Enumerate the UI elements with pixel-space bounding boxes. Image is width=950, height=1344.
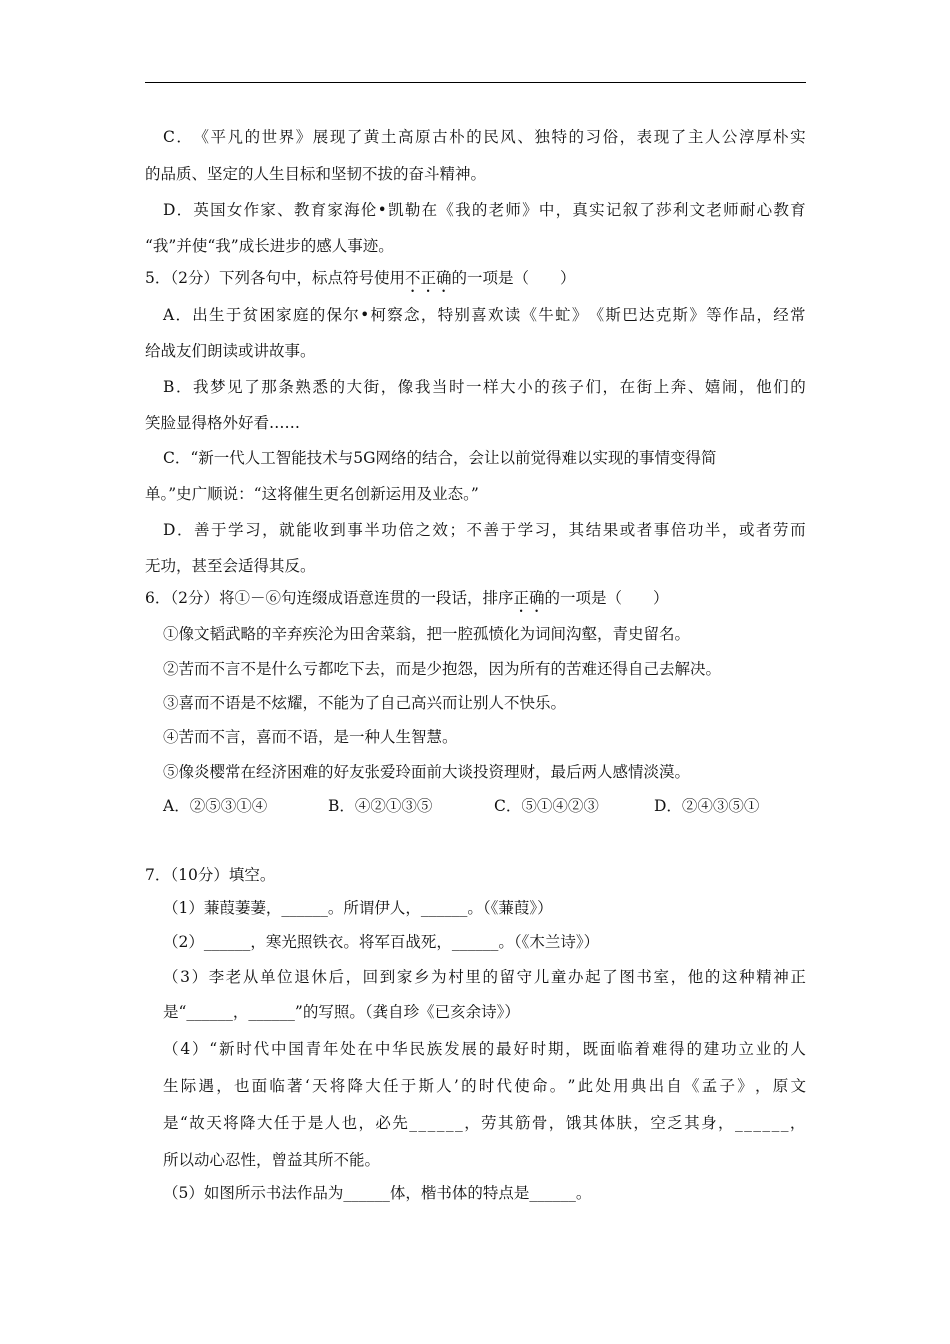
q6-stem: 6．（2分）将①－⑥句连缀成语意连贯的一段话，排序正确的一项是（ ）	[145, 589, 669, 607]
q7-item-4-line4: 所以动心忍性，曾益其所不能。	[163, 1151, 381, 1169]
q5-stem: 5．（2分）下列各句中，标点符号使用不正确的一项是（ ）	[145, 269, 576, 287]
q6-option-c: C．⑤①④②③	[494, 797, 599, 815]
q5-option-a-line1: A ． 出 生 于 贫 困 家 庭 的 保 尔 • 柯 察 念 ， 特 别 喜 欢 读 《 牛 虻 》 《 斯 巴 达 克 斯 》 等 作 品 ， 经 常	[163, 306, 806, 324]
q5-option-d-line1: D ． 善 于 学 习 ， 就 能 收 到 事 半 功 倍 之 效 ； 不 善 于 学 习 ， 其 结 果 或 者 事 倍 功 半 ， 或 者 劳 而	[163, 521, 806, 539]
q7-item-1: （1）蒹葭萋萋，______。所谓伊人，______。（《蒹葭》）	[163, 899, 553, 917]
q7-item-3-line2: 是“______，______”的写照。（龚自珍《已亥余诗》）	[163, 1003, 520, 1021]
q5-option-b-line2: 笑脸显得格外好看……	[145, 414, 301, 432]
q6-emphasis: 正确	[513, 589, 545, 607]
q7-item-4-line1: （ 4 ） “ 新 时 代 中 国 青 年 处 在 中 华 民 族 发 展 的 最 好 时 期 ， 既 面 临 着 难 得 的 建 功 立 业 的 人	[163, 1040, 806, 1058]
q7-item-5: （5）如图所示书法作品为______体，楷书体的特点是______。	[163, 1184, 592, 1202]
header-rule	[145, 82, 806, 83]
q5-option-a-line2: 给战友们朗读或讲故事。	[145, 342, 316, 360]
q6-option-b: B．④②①③⑤	[328, 797, 433, 815]
q5-emphasis: 不正确	[404, 269, 452, 287]
q4-option-d-line2: “我”并使“我”成长进步的感人事迹。	[145, 237, 394, 255]
q4-option-c-line2: 的品质、坚定的人生目标和坚韧不拔的奋斗精神。	[145, 165, 487, 183]
q7-item-4-line3: 是 “ 故 天 将 降 大 任 于 是 人 也 ， 必 先 _ _ _ _ _ _ ， 劳 其 筋 骨 ， 饿 其 体 肤 ， 空 乏 其 身 ， _ _ _ _ _ _ ，	[163, 1114, 806, 1132]
q5-option-d-line2: 无功，甚至会适得其反。	[145, 557, 316, 575]
q6-sentence-1: ①像文韬武略的辛弃疾沦为田舍菜翁，把一腔孤愤化为词间沟壑，青史留名。	[163, 625, 691, 643]
q5-option-c-line1: C．“新一代人工智能技术与5G网络的结合，会让以前觉得难以实现的事情变得简	[163, 449, 717, 467]
q7-stem: 7．（10分）填空。	[145, 866, 276, 884]
q5-option-b-line1: B ． 我 梦 见 了 那 条 熟 悉 的 大 街 ， 像 我 当 时 一 样 大 小 的 孩 子 们 ， 在 街 上 奔 、 嬉 闹 ， 他 们 的	[163, 378, 806, 396]
q6-sentence-3: ③喜而不语是不炫耀，不能为了自己高兴而让别人不快乐。	[163, 694, 567, 712]
q6-option-d: D．②④③⑤①	[654, 797, 760, 815]
q6-option-a: A．②⑤③①④	[163, 797, 268, 815]
q7-item-2: （2）______，寒光照铁衣。将军百战死，______。（《木兰诗》）	[163, 933, 600, 951]
q6-sentence-2: ②苦而不言不是什么亏都吃下去，而是少抱怨，因为所有的苦难还得自己去解决。	[163, 660, 722, 678]
q6-sentence-4: ④苦而不言，喜而不语，是一种人生智慧。	[163, 728, 458, 746]
q6-sentence-5: ⑤像炎樱常在经济困难的好友张爱玲面前大谈投资理财，最后两人感情淡漠。	[163, 763, 691, 781]
q4-option-c-line1: C ． 《 平 凡 的 世 界 》 展 现 了 黄 土 高 原 古 朴 的 民 风 、 独 特 的 习 俗 ， 表 现 了 主 人 公 淳 厚 朴 实	[163, 128, 806, 146]
q5-option-c-line2: 单。”史广顺说：“这将催生更名创新运用及业态。”	[145, 485, 479, 503]
q7-item-3-line1: （ 3 ） 李 老 从 单 位 退 休 后 ， 回 到 家 乡 为 村 里 的 留 守 儿 童 办 起 了 图 书 室 ， 他 的 这 种 精 神 正	[163, 968, 806, 986]
q4-option-d-line1: D ． 英 国 女 作 家 、 教 育 家 海 伦 • 凯 勒 在 《 我 的 老 师 》 中 ， 真 实 记 叙 了 莎 利 文 老 师 耐 心 教 育	[163, 201, 806, 219]
q7-item-4-line2: 生 际 遇 ， 也 面 临 著 ‘ 天 将 降 大 任 于 斯 人 ’ 的 时 代 使 命 。 ” 此 处 用 典 出 自 《 孟 子 》 ， 原 文	[163, 1077, 806, 1095]
